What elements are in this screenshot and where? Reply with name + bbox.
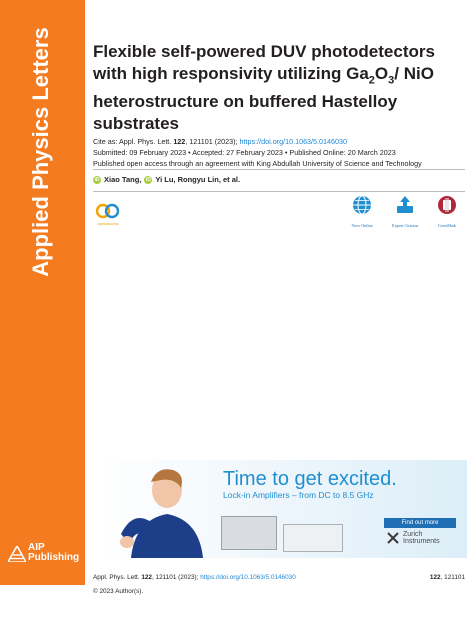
journal-name: Applied Physics Letters xyxy=(28,27,53,277)
author-rest[interactable]: Yi Lu, Rongyu Lin, et al. xyxy=(155,175,241,184)
author-list xyxy=(93,175,240,184)
crossmark-label: CrossMark xyxy=(437,223,457,228)
footer-doi-link[interactable]: https://doi.org/10.1063/5.0146030 xyxy=(200,574,296,581)
author-first[interactable]: Xiao Tang, xyxy=(104,175,142,184)
ad-subline: Lock-in Amplifiers – from DC to 8.5 GHz xyxy=(223,490,374,500)
crossmark-icon xyxy=(437,195,457,215)
ad-instrument-image xyxy=(283,524,343,552)
brand-line2: Instruments xyxy=(403,538,440,545)
crossmark-button[interactable] xyxy=(430,195,464,228)
brand-line1: Zurich xyxy=(403,531,423,538)
footer-right-suffix: , 121101 xyxy=(440,574,465,581)
cite-line xyxy=(93,136,468,147)
zurich-logo-icon xyxy=(387,532,399,544)
ad-person-image xyxy=(111,464,211,558)
ad-find-out-more-button[interactable]: Find out more xyxy=(384,518,456,528)
view-online-label: View Online xyxy=(351,223,373,228)
ad-instrument-image xyxy=(221,516,277,550)
zurich-instruments-logo xyxy=(387,531,440,545)
footer-right-volume: 122 xyxy=(429,574,441,581)
footer-cite-volume: 122 xyxy=(141,574,152,581)
dates-line: Submitted: 09 February 2023 • Accepted: 27 February 2023 • Published Online: 20 March 2023 xyxy=(93,148,396,157)
title-sub1: 2 xyxy=(368,74,375,87)
ad-headline: Time to get excited. xyxy=(223,468,397,490)
advertisement-banner[interactable] xyxy=(97,460,467,558)
aip-logo-line1: AIP xyxy=(28,542,45,553)
divider xyxy=(93,169,465,170)
title-part1: Flexible self-powered DUV photodetectors with high responsivity utilizing Ga xyxy=(93,42,435,83)
footer-cite-suffix: , 121101 (2023); xyxy=(151,574,201,581)
article-title xyxy=(93,41,463,135)
cite-prefix: Cite as: Appl. Phys. Lett. xyxy=(93,137,174,146)
doi-link[interactable]: https://doi.org/10.1063/5.0146030 xyxy=(239,137,348,146)
page-footer xyxy=(93,574,465,581)
aip-publishing-logo[interactable] xyxy=(8,543,80,565)
cite-suffix: , 121101 (2023); xyxy=(185,137,240,146)
open-access-line: Published open access through an agreement with King Abdullah University of Science and Technology xyxy=(93,159,422,168)
title-part3: / NiO heterostructure on buffered Hastelloy substrates xyxy=(93,64,434,134)
open-access-label: openaccess xyxy=(97,221,119,226)
title-part2: O xyxy=(374,64,389,83)
article-meta xyxy=(93,136,468,169)
footer-cite-prefix: Appl. Phys. Lett. xyxy=(93,574,142,581)
export-icon xyxy=(395,195,415,215)
orcid-icon[interactable]: iD xyxy=(145,176,151,183)
aip-logo-line2: Publishing xyxy=(28,552,80,563)
orcid-icon[interactable]: iD xyxy=(94,176,100,183)
cite-volume: 122 xyxy=(173,137,186,146)
export-citation-button[interactable] xyxy=(388,195,422,228)
footer-page-ref xyxy=(430,574,465,581)
title-sub2: 3 xyxy=(388,74,395,87)
copyright-notice: © 2023 Author(s). xyxy=(93,588,144,595)
divider xyxy=(93,191,465,192)
globe-icon xyxy=(352,195,372,215)
aip-logo-icon xyxy=(8,546,26,562)
view-online-button[interactable] xyxy=(345,195,379,228)
export-citation-label: Export Citation xyxy=(392,223,418,228)
